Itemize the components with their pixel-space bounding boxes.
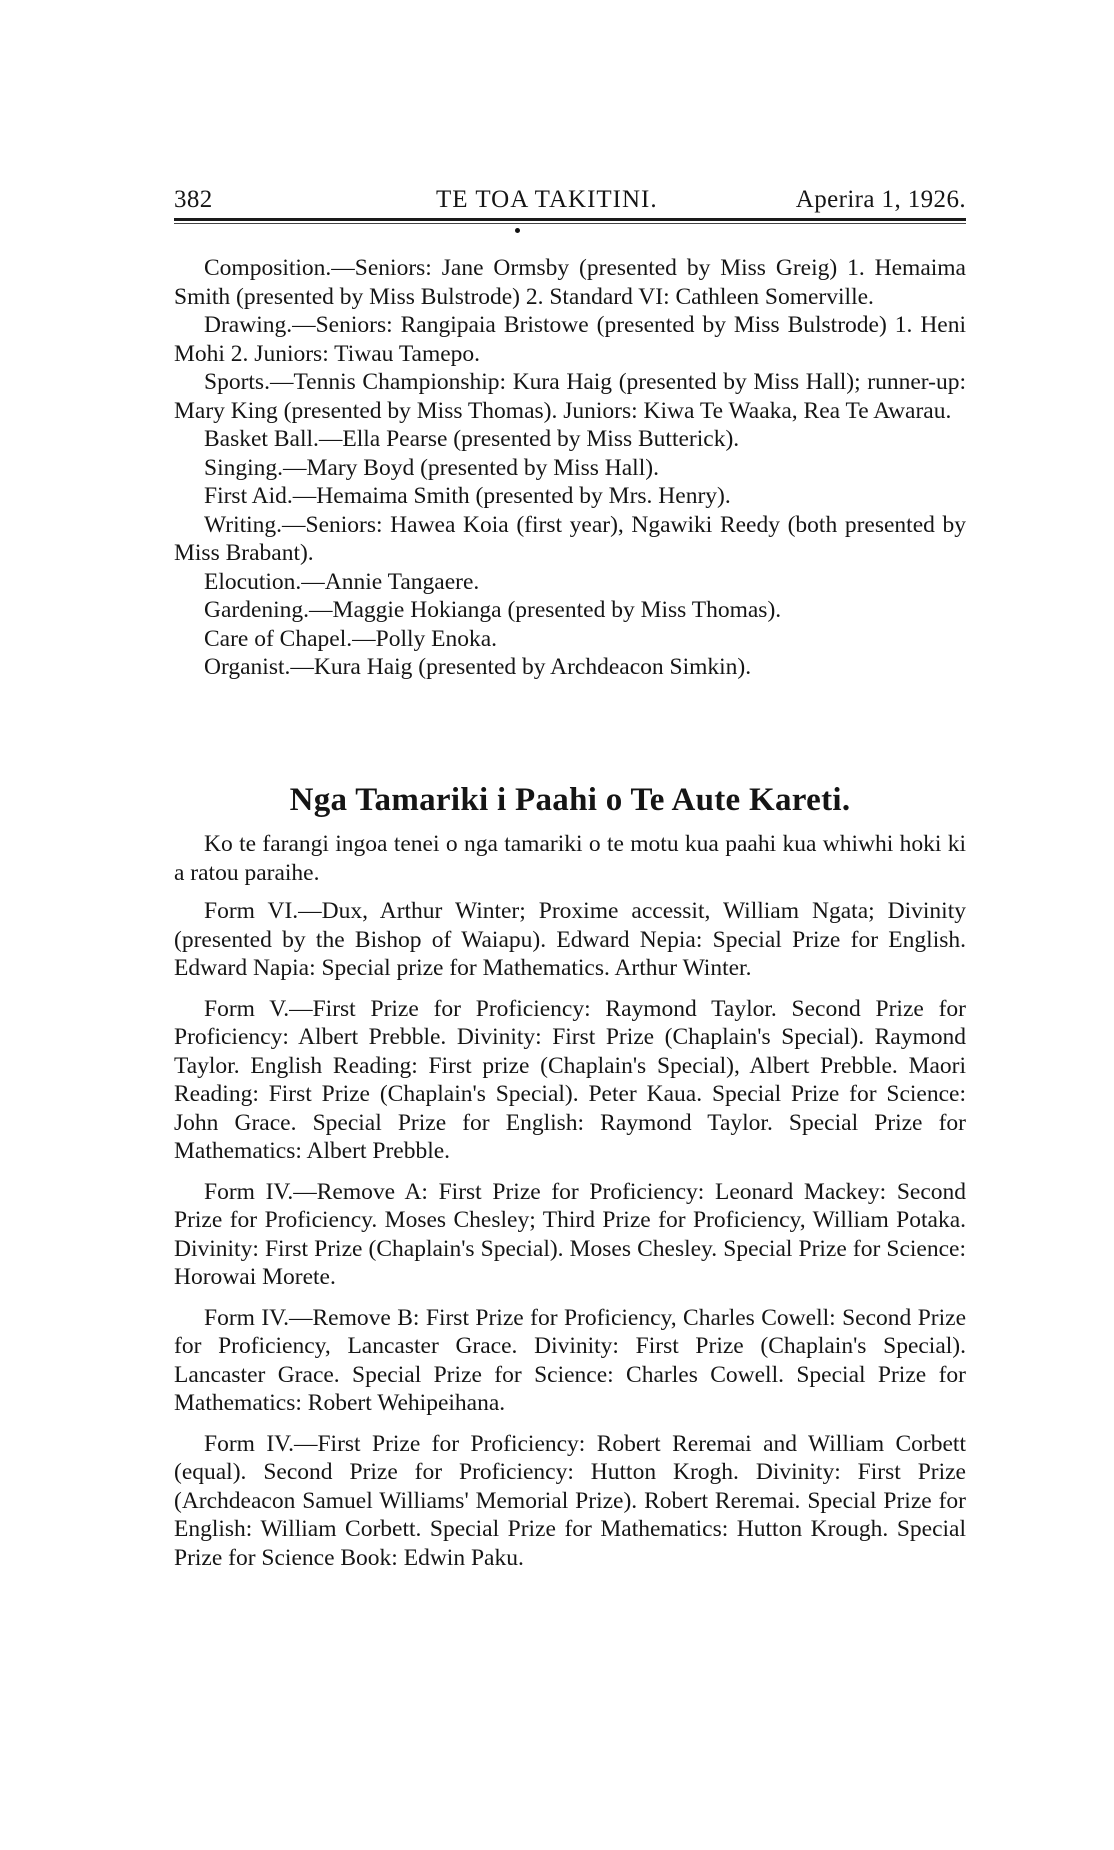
header-rule-thick — [174, 218, 966, 221]
header-rule-thin — [174, 223, 966, 224]
section-intro: Ko te farangi ingoa tenei o nga tamariki o te motu kua paahi kua whiwhi hoki ki a ratou paraihe. — [174, 831, 966, 886]
te-aute-prize-list — [174, 830, 966, 1584]
running-header — [174, 186, 966, 216]
prize-basket-ball: Basket Ball.—Ella Pearse (presented by Miss Butterick). — [204, 426, 740, 452]
form-v-prizes: Form V.—First Prize for Proficiency: Raymond Taylor. Second Prize for Proficiency: Albert Prebble. Divinity: First Prize (Chaplain's Special). Raymond Taylor. English Reading: First prize (Chaplain's Special), Albert Prebble. Maori Reading: First Prize (Chaplain's Special). Peter Kaua. Special Prize for Science: John Grace. Special Prize for English: Raymond Taylor. Special Prize for Mathematics: Albert Prebble. — [174, 995, 966, 1164]
form-iv-remove-a-prizes: Form IV.—Remove A: First Prize for Proficiency: Leonard Mackey: Second Prize for Proficiency. Moses Chesley; Third Prize for Proficiency, William Potaka. Divinity: First Prize (Chaplain's Special). Moses Chesley. Special Prize for Science: Horowai Morete. — [174, 1178, 966, 1290]
form-iv-remove-b-prizes: Form IV.—Remove B: First Prize for Proficiency, Charles Cowell: Second Prize for Proficiency, Lancaster Grace. Divinity: First Prize (Chaplain's Special). Lancaster Grace. Special Prize for Science: Charles Cowell. Special Prize for Mathematics: Robert Wehipeihana. — [174, 1304, 966, 1416]
prize-sports: Sports.—Tennis Championship: Kura Haig (presented by Miss Hall); runner-up: Mary King (presented by Miss Thomas). Juniors: Kiwa Te Waaka, Rea Te Awarau. — [174, 369, 966, 424]
ornament-dot — [515, 228, 520, 233]
prize-care-of-chapel: Care of Chapel.—Polly Enoka. — [204, 625, 498, 652]
prize-organist: Organist.—Kura Haig (presented by Archdeacon Simkin). — [204, 654, 752, 680]
prize-composition: Composition.—Seniors: Jane Ormsby (presented by Miss Greig) 1. Hemaima Smith (presented by Miss Bulstrode) 2. Standard VI: Cathleen Somerville. — [174, 255, 966, 310]
girls-prize-list — [174, 254, 966, 682]
prize-gardening: Gardening.—Maggie Hokianga (presented by Miss Thomas). — [204, 597, 782, 623]
prize-drawing: Drawing.—Seniors: Rangipaia Bristowe (presented by Miss Bulstrode) 1. Heni Mohi 2. Juniors: Tiwau Tamepo. — [174, 312, 966, 367]
issue-date: Aperira 1, 1926. — [795, 186, 966, 213]
journal-title: TE TOA TAKITINI. — [436, 186, 658, 213]
document-page — [174, 186, 966, 1571]
prize-writing: Writing.—Seniors: Hawea Koia (first year), Ngawiki Reedy (both presented by Miss Brabant). — [174, 511, 966, 566]
prize-elocution: Elocution.—Annie Tangaere. — [204, 568, 480, 595]
form-vi-prizes: Form VI.—Dux, Arthur Winter; Proxime accessit, William Ngata; Divinity (presented by the Bishop of Waiapu). Edward Nepia: Special Prize for English. Edward Napia: Special prize for Mathematics. Arthur Winter. — [174, 898, 966, 981]
prize-singing: Singing.—Mary Boyd (presented by Miss Hall). — [204, 454, 659, 481]
form-iv-prizes: Form IV.—First Prize for Proficiency: Robert Reremai and William Corbett (equal). Second Prize for Proficiency: Hutton Krogh. Divinity: First Prize (Archdeacon Samuel Williams' Memorial Prize). Robert Reremai. Special Prize for English: William Corbett. Special Prize for Mathematics: Hutton Krough. Special Prize for Science Book: Edwin Paku. — [174, 1430, 966, 1571]
section-heading: Nga Tamariki i Paahi o Te Aute Kareti. — [289, 782, 851, 818]
page-number: 382 — [174, 186, 213, 213]
prize-first-aid: First Aid.—Hemaima Smith (presented by Mrs. Henry). — [204, 483, 731, 509]
